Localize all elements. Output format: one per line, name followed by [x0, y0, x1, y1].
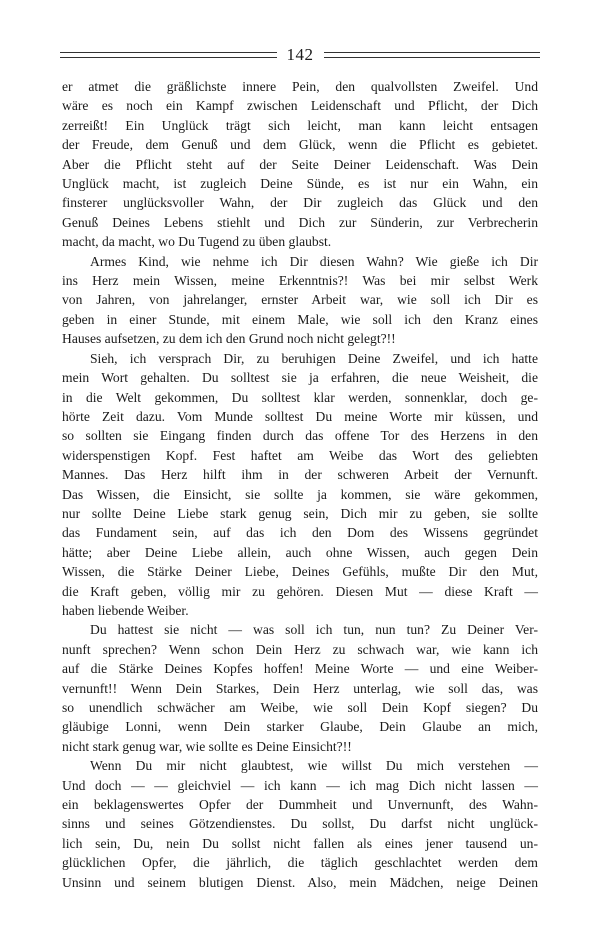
text-line: Und doch — — gleichviel — ich kann — ich mag Dich nicht lassen — [62, 777, 538, 793]
text-line: in die Welt gekommen, Du solltest klar werden, sonnenklar, doch ge- [62, 389, 538, 405]
text-line: so unendlich schwächer am Weibe, wie soll Dein Kopf siegen? Du [62, 700, 538, 715]
text-line: Aber die Pflicht steht auf der Seite Deiner Leidenschaft. Was Dein [62, 156, 538, 172]
text-line: Sieh, ich versprach Dir, zu beruhigen Deine Zweifel, und ich hatte [90, 350, 538, 366]
text-line: Wenn Du mir nicht glaubtest, wie willst Du mich verstehen — [90, 758, 538, 774]
text-line: lich sein, Du, nein Du sollst nicht fallen als eines jener tausend un- [62, 835, 538, 851]
text-line: das Fundament sein, auf das ich den Dom des Wissens gegründet [62, 525, 538, 541]
text-line: hätte; aber Deine Liebe allein, auch ohne Wissen, auch gegen Dein [62, 544, 538, 560]
text-line: Wissen, die Stärke Deiner Liebe, Deines Gefühls, mußte Dir den Mut, [62, 564, 538, 580]
text-line: Unsinn und seinem blutigen Dienst. Also, mein Mädchen, neige Deinen [62, 874, 538, 890]
text-line: ins Herz mein Wissen, meine Erkenntnis?! Was bei mir selbst Werk [62, 273, 538, 289]
text-line: nicht stark genug war, wie sollte es Deine Einsicht?!! [62, 738, 352, 754]
text-line: die Kraft geben, völlig mir zu gehören. Diesen Mut — diese Kraft — [62, 583, 538, 599]
text-line: nunft sprechen? Wenn schon Dein Herz zu schwach war, wie kann ich [62, 641, 538, 657]
text-line: mein Wort gehalten. Du solltest sie ja erfahren, die neue Weisheit, die [62, 370, 538, 386]
text-line: Mannes. Das Herz hilft ihm in der schweren Arbeit der Vernunft. [62, 467, 538, 483]
page-header [60, 44, 540, 66]
header-rule-left [60, 52, 277, 58]
body-text [62, 77, 538, 892]
text-line: finsterer unglücksvoller Wahn, der Dir zugleich das Glück und den [62, 195, 538, 211]
text-line: von Jahren, von jahrelanger, ernster Arbeit war, wie soll ich Dir es [62, 292, 538, 308]
text-line: Hauses aufsetzen, zu dem ich den Grund noch nicht gelegt?!! [62, 331, 396, 347]
text-line: er atmet die gräßlichste innere Pein, den qualvollsten Zweifel. Und [62, 79, 538, 94]
text-line: auf die Stärke Deines Kopfes hoffen! Meine Worte — und eine Weiber- [62, 661, 538, 677]
text-line: hörte Zeit dazu. Vom Munde solltest Du meine Worte mir küssen, und [62, 408, 538, 424]
text-line: nur sollte Deine Liebe stark genug sein, Dich mir zu geben, sie sollte [62, 505, 538, 521]
text-line: vernunft!! Wenn Dein Starkes, Dein Herz unterlag, wie soll das, was [62, 680, 538, 696]
text-line: wäre es noch ein Kampf zwischen Leidenschaft und Pflicht, der Dich [62, 98, 538, 114]
text-line: zerreißt! Ein Unglück trägt sich leicht, man kann leicht entsagen [62, 117, 538, 133]
text-line: Armes Kind, wie nehme ich Dir diesen Wahn? Wie gieße ich Dir [90, 253, 538, 269]
text-line: ein beklagenswertes Opfer der Dummheit und Unvernunft, des Wahn- [62, 797, 538, 813]
text-line: sinns und seines Götzendienstes. Du sollst, Du darfst nicht unglück- [62, 816, 538, 832]
text-line: Das Wissen, die Einsicht, sie sollte ja kommen, sie wäre gekommen, [62, 486, 538, 502]
text-line: haben liebende Weiber. [62, 602, 189, 618]
header-rule-right [324, 52, 541, 58]
text-line: geben in einer Stunde, mit einem Male, wie soll ich den Kranz eines [62, 311, 538, 327]
text-line: der Freude, dem Genuß und dem Glück, wenn die Pflicht es gebietet. [62, 137, 538, 153]
text-line: so sollten sie Eingang finden durch das offene Tor des Herzens in den [62, 428, 538, 444]
text-line: Genuß Deines Lebens stiehlt und Dich zur Sünderin, zur Verbrecherin [62, 214, 538, 230]
page-number: 142 [286, 45, 314, 64]
text-line: Du hattest sie nicht — was soll ich tun, nun tun? Zu Deiner Ver- [90, 622, 538, 638]
text-line: macht, da macht, wo Du Tugend zu üben glaubst. [62, 234, 332, 250]
text-line: glücklichen Opfer, die jährlich, die täglich geschlachtet werden dem [62, 855, 538, 871]
text-line: widerspenstigen Kopf. Fest haftet am Weibe das Wort des geliebten [62, 447, 538, 463]
text-line: gläubige Lonni, wenn Dein starker Glaube, Dein Glaube an mich, [62, 719, 538, 735]
text-line: Unglück macht, ist zugleich Deine Sünde, es ist nur ein Wahn, ein [62, 176, 538, 192]
